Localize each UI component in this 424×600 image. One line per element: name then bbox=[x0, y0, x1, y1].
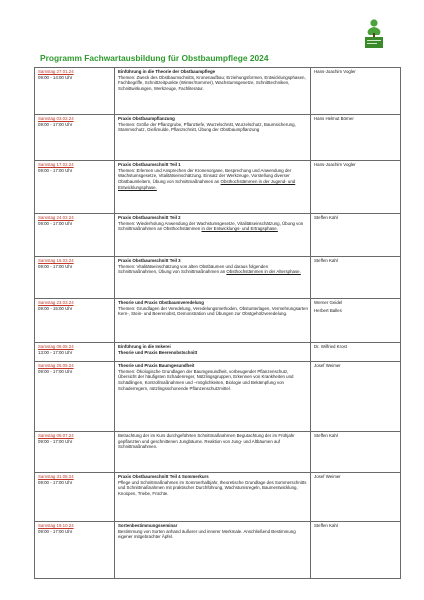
session-time: 09:00 - 15:00 Uhr bbox=[38, 305, 73, 311]
table-row bbox=[35, 299, 401, 343]
table-row bbox=[35, 115, 401, 161]
session-description bbox=[118, 122, 308, 133]
date-cell bbox=[35, 362, 115, 432]
instructor-name: Steffen Kahl bbox=[314, 523, 338, 528]
date-cell bbox=[35, 343, 115, 362]
session-date: Samstag 27.01.24 bbox=[38, 69, 74, 74]
instructor-cell bbox=[311, 343, 401, 362]
session-topic: Praxis Obstbaumschnitt Teil 4 Sommerkurs bbox=[118, 474, 209, 479]
session-description bbox=[118, 264, 308, 275]
description-text: Themen: Größe der Pflanzgrube, Pflanztiefe, Wurzelschnitt, Wurzelschutz, Baumsicherung, Stammschutz, Gießmulde, Pflanzschnitt, Übung der Obstbaumpflanzung bbox=[118, 121, 296, 133]
description-text: Themen: Grundlagen der Veredelung, Veredelungsmethoden, Obstunterlagen, Vermehrungsarten Kern-, Stein- und Beerenobst, Demonstration und Übungen zur Obstgehölzveredelung. bbox=[118, 305, 308, 317]
description-underlined: Obsthochstämmen in der Jugend- und Entwicklungsphase. bbox=[118, 179, 296, 190]
session-description bbox=[118, 480, 308, 497]
table-row bbox=[35, 343, 401, 362]
description-text: Themen: Wiederholung Anwendung der Wachstumsgesetze, Vitalitätseinschätzung, Übung von Schnittmaßnahmen an Obsthochstämmen bbox=[118, 220, 304, 232]
instructor-cell bbox=[311, 299, 401, 343]
instructor-name: Dr. Wilfried Krost bbox=[314, 344, 347, 349]
instructor-cell bbox=[311, 432, 401, 473]
session-topic: Theorie und Praxis Baumgesundheit bbox=[118, 363, 195, 368]
table-row bbox=[35, 432, 401, 473]
session-date: Samstag 23.03.24 bbox=[38, 300, 74, 305]
session-time: 09:00 - 17:00 Uhr bbox=[38, 528, 73, 534]
session-topic: Praxis Obstbaumpflanzung bbox=[118, 116, 175, 121]
session-time: 13:00 - 17:00 Uhr bbox=[38, 349, 73, 355]
schedule-table bbox=[34, 67, 401, 579]
date-cell bbox=[35, 432, 115, 473]
session-description bbox=[118, 433, 308, 450]
instructor-cell bbox=[311, 522, 401, 579]
content-cell bbox=[115, 68, 311, 115]
instructor-cell bbox=[311, 115, 401, 161]
content-cell bbox=[115, 522, 311, 579]
instructor-cell bbox=[311, 257, 401, 299]
content-cell bbox=[115, 257, 311, 299]
table-row bbox=[35, 68, 401, 115]
description-text: Bestimmung von Sorten anhand äußerer und innerer Merkmale. Anschließend Bestimmung eigener mitgebrachter Äpfel. bbox=[118, 528, 296, 540]
content-cell bbox=[115, 214, 311, 257]
date-cell bbox=[35, 299, 115, 343]
table-row bbox=[35, 161, 401, 214]
session-topic: Theorie und Praxis Obstbaumveredelung bbox=[118, 300, 204, 305]
description-underlined: Obsthochstämmen in der Altersphase. bbox=[226, 269, 301, 275]
instructor-name: Josef Weimer bbox=[314, 474, 341, 479]
date-cell bbox=[35, 115, 115, 161]
instructor-name-2: Herbert Balles bbox=[314, 307, 342, 313]
session-topic: Einführung in die Imkerei bbox=[118, 344, 171, 349]
table-row bbox=[35, 214, 401, 257]
table-row bbox=[35, 257, 401, 299]
instructor-cell bbox=[311, 214, 401, 257]
session-topic: Praxis Obstbaumschnitt Teil 3 bbox=[118, 258, 181, 263]
table-row bbox=[35, 522, 401, 579]
session-time: 09:00 - 17:00 Uhr bbox=[38, 121, 73, 127]
session-description bbox=[118, 168, 308, 191]
session-description bbox=[118, 529, 308, 540]
table-row bbox=[35, 473, 401, 522]
session-topic: Einführung in die Theorie der Obstbaumpflege bbox=[118, 69, 216, 74]
instructor-cell bbox=[311, 68, 401, 115]
session-time: 09:00 - 17:00 Uhr bbox=[38, 220, 73, 226]
description-text: Betrachtung der im Kurs durchgeführten Schnittmaßnahmen Begutachtung der im Frühjahr gepflanzten und geschnittenen Jungbäume. Reaktion von Jung- und Altbäumen auf Schnittmaßnahmen. bbox=[118, 433, 295, 450]
session-date: Samstag 31.08.24 bbox=[38, 474, 74, 479]
session-description bbox=[118, 306, 308, 317]
description-text: Theorie und Praxis Beerenobstschnitt bbox=[118, 349, 198, 355]
content-cell bbox=[115, 362, 311, 432]
date-cell bbox=[35, 214, 115, 257]
date-cell bbox=[35, 257, 115, 299]
instructor-cell bbox=[311, 161, 401, 214]
session-date: Samstag 24.02.24 bbox=[38, 215, 74, 220]
session-topic: Praxis Obstbaumschnitt Teil 2 bbox=[118, 215, 181, 220]
instructor-name: Steffen Kahl bbox=[314, 433, 338, 438]
description-text: Themen: Erlernen und Ansprechen der Kronenorgane, Besprechung und Anwendung der Wachstumsgesetze, Vitalitätseinschätzung. Einsatz der Werkzeuge, Vorstellung diverser Obstbaumleitern, Übung von Schnittmaßnahmen an bbox=[118, 167, 292, 185]
session-topic: Sortenbestimmungsseminar bbox=[118, 523, 178, 528]
instructor-cell bbox=[311, 473, 401, 522]
session-topic: Praxis Obstbaumschnitt Teil 1 bbox=[118, 162, 181, 167]
instructor-cell bbox=[311, 362, 401, 432]
session-date: Samstag 25.05.24 bbox=[38, 363, 74, 368]
instructor-name: Werner Geidel bbox=[314, 300, 343, 305]
instructor-name: Hans-Joachim Vogler bbox=[314, 69, 356, 74]
session-date: Samstag 06.05.24 bbox=[38, 344, 74, 349]
instructor-name: Hans-Joachim Vogler bbox=[314, 162, 356, 167]
page-title: Programm Fachwartausbildung für Obstbaumpflege 2024 bbox=[40, 53, 269, 63]
description-text: Themen: Zweck des Obstbaumschnitts, Kronenaufbau; Erziehungsformen, Entwicklungsphasen, Fachbegriffe, Schnittzeitpunkte (Winter/Sommer), Wachstumsgesetze, Schnitttechniken, Schnittwirkungen, Werkzeuge, Fachliteratur. bbox=[118, 74, 306, 92]
session-time: 09:00 - 17:00 Uhr bbox=[38, 368, 73, 374]
session-description bbox=[118, 350, 308, 356]
content-cell bbox=[115, 161, 311, 214]
instructor-name: Steffen Kahl bbox=[314, 215, 338, 220]
session-date: Samstag 16.03.24 bbox=[38, 258, 74, 263]
session-time: 09:00 - 17:00 Uhr bbox=[38, 167, 73, 173]
content-cell bbox=[115, 299, 311, 343]
session-date: Samstag 19.10.24 bbox=[38, 523, 74, 528]
session-time: 09:00 - 17:00 Uhr bbox=[38, 263, 73, 269]
description-text: Pflege und Schnittmaßnahmen im Sommerhalbjahr, theoretische Grundlage des Sommerschnitts und Schnittmaßnahmen mit praktischer Durchführung, Wachstumsregeln, Baumentwicklung, Knospen, Triebe, Früchte. bbox=[118, 479, 307, 497]
session-date: Samstag 03.02.24 bbox=[38, 116, 74, 121]
session-date: Samstag 17.02.24 bbox=[38, 162, 74, 167]
date-cell bbox=[35, 522, 115, 579]
session-time: 09:00 - 17:00 Uhr bbox=[38, 479, 73, 485]
description-text: Themen: Ökologische Grundlagen der Baumgesundheit, vorbeugender Pflanzenschutz, Übersicht der häufigsten Schadenreger, Nützlingsgruppen, Erkennen von Krankheiten und Schädlingen, Kontrollmaßnahmen und –möglichkeiten, Biologie und Bekämpfung von Schaderregern, nützlingsschonende Pflanzenschutzmittel. bbox=[118, 368, 294, 391]
session-description bbox=[118, 369, 308, 392]
date-cell bbox=[35, 473, 115, 522]
content-cell bbox=[115, 343, 311, 362]
content-cell bbox=[115, 115, 311, 161]
instructor-name: Steffen Kahl bbox=[314, 258, 338, 263]
table-row bbox=[35, 362, 401, 432]
content-cell bbox=[115, 473, 311, 522]
date-cell bbox=[35, 68, 115, 115]
content-cell bbox=[115, 432, 311, 473]
session-date: Samstag 06.07.24 bbox=[38, 433, 74, 438]
session-description bbox=[118, 221, 308, 232]
session-description bbox=[118, 75, 308, 92]
description-underlined: in der Entwicklungs- und Ertragsphase. bbox=[201, 226, 278, 232]
date-cell bbox=[35, 161, 115, 214]
instructor-name: Hans Helmut Börner bbox=[314, 116, 354, 121]
instructor-name: Josef Weimer bbox=[314, 363, 341, 368]
session-time: 09:00 - 17:00 Uhr bbox=[38, 438, 73, 444]
session-time: 09:00 - 14:00 Uhr bbox=[38, 74, 73, 80]
apple-tree-logo-icon bbox=[362, 18, 386, 50]
description-text: Themen: Vitalitätseinschätzung von alten Obstbäumen und daraus folgenden Schnittmaßnahmen, Übung von Schnittmaßnahmen an bbox=[118, 263, 269, 275]
